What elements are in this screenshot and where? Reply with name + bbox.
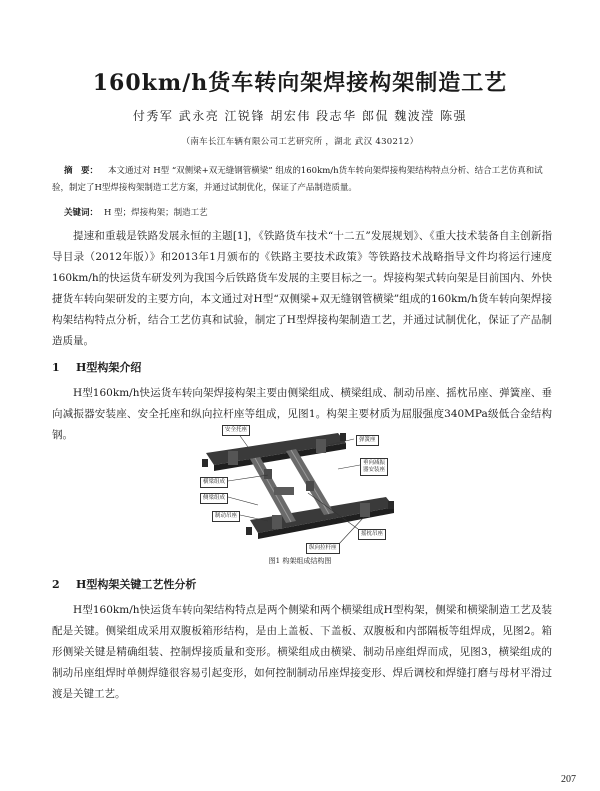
keywords-label: 关键词： <box>64 208 99 218</box>
brake-seat-2 <box>306 481 314 491</box>
leader-side <box>228 497 258 505</box>
page-number: 207 <box>561 774 576 785</box>
label-bolster-seat: 摇枕吊座 <box>358 529 386 540</box>
affiliation: （南车长江车辆有限公司工艺研究所 ，湖北 武汉 430212） <box>181 137 419 147</box>
intro-paragraph: 提速和重载是铁路发展永恒的主题[1]，《铁路货车技术“十二五”发展规划》、《重大技术装备自主创新指导目录（2012年版）》和2013年1月颁布的《铁路主要技术政策》等铁路技术战略指导文件均将运行速度160km/h的快运货车研发列为我国今后铁路货车发展的主要目标之一。焊接构架式转向架是目前国内、外快捷货车转向架研发的主要方向，本文通过对H型“双侧梁+双无缝钢管横梁”组成的160km/h货车转向架焊接构架结构特点分析，结合工艺仿真和试验，制定了H型焊接构架制造工艺，并通过试制优化，保证了产品制造质量。 <box>52 230 552 347</box>
label-safety-seat: 安全托座 <box>222 425 250 436</box>
label-side-beam: 侧梁组成 <box>200 493 228 504</box>
frame-end-2 <box>340 433 346 441</box>
frame-end-4 <box>388 501 394 509</box>
section-2-heading <box>52 576 196 592</box>
section-2-paragraph: H型160km/h快运货车转向架结构特点是两个侧梁和两个横梁组成H型构架，侧梁和横梁制造工艺及装配是关键。侧梁组成采用双腹板箱形结构，是由上盖板、下盖板、双腹板和内部隔板等组焊成，见图2。箱形侧梁关键是精确组装、控制焊接质量和变形。横梁组成由横梁、制动吊座组焊而成，见图3，横梁组成的制动吊座组焊时单侧焊缝很容易引起变形，如何控制制动吊座焊接变形、焊后调校和焊缝打磨与母材平滑过渡是关键工艺。 <box>52 604 552 700</box>
label-brake-seat: 制动吊座 <box>212 511 240 522</box>
spring-seat-4 <box>360 503 370 517</box>
section-1-title: H型构架介绍 <box>76 361 142 374</box>
bolster-seat <box>274 487 294 495</box>
section-1-heading <box>52 359 141 375</box>
label-rod-seat: 纵向拉杆座 <box>306 543 340 554</box>
section-1-paragraph: H型160km/h快运货车转向架焊接构架主要由侧梁组成、横梁组成、制动吊座、摇枕吊座、弹簧座、垂向减振器安装座、安全托座和纵向拉杆座等组成，见图1。构架主要材质为屈服强度340MPa级低合金结构钢。 <box>52 387 552 441</box>
keywords <box>64 206 208 218</box>
label-cross-beam: 横梁组成 <box>200 477 228 488</box>
label-spring-seat: 弹簧座 <box>356 435 379 446</box>
section-2-title: H型构架关键工艺性分析 <box>76 578 197 591</box>
spring-seat-3 <box>272 515 282 529</box>
frame-figure <box>188 425 408 555</box>
figure-caption: 图1 构架组成结构图 <box>268 557 332 565</box>
paper-title: 160km/h货车转向架焊接构架制造工艺 <box>92 70 508 96</box>
keywords-text: H 型；焊接构架；制造工艺 <box>104 208 208 218</box>
abstract-label: 摘 要： <box>64 166 99 176</box>
label-damper-seat: 垂向减振器安装座 <box>360 458 388 476</box>
brake-seat-1 <box>264 469 272 479</box>
leader-damper <box>338 465 360 469</box>
spring-seat-2 <box>316 439 326 453</box>
frame-end-1 <box>202 459 208 467</box>
abstract <box>52 163 552 197</box>
section-1-number: 1 <box>52 361 60 374</box>
frame-end-3 <box>246 527 252 535</box>
section-2-number: 2 <box>52 578 60 591</box>
spring-seat-1 <box>228 451 238 465</box>
abstract-text: 本文通过对 H型 “双侧梁+双无缝钢管横梁” 组成的160km/h货车转向架焊接构架结构特点分析、结合工艺仿真和试验，制定了H型焊接构架制造工艺方案，并通过试制优化，保证了产品制造质量。 <box>52 166 543 193</box>
author-list: 付秀军 武永亮 江锐锋 胡宏伟 段志华 郎侃 魏波滢 陈强 <box>132 109 468 123</box>
